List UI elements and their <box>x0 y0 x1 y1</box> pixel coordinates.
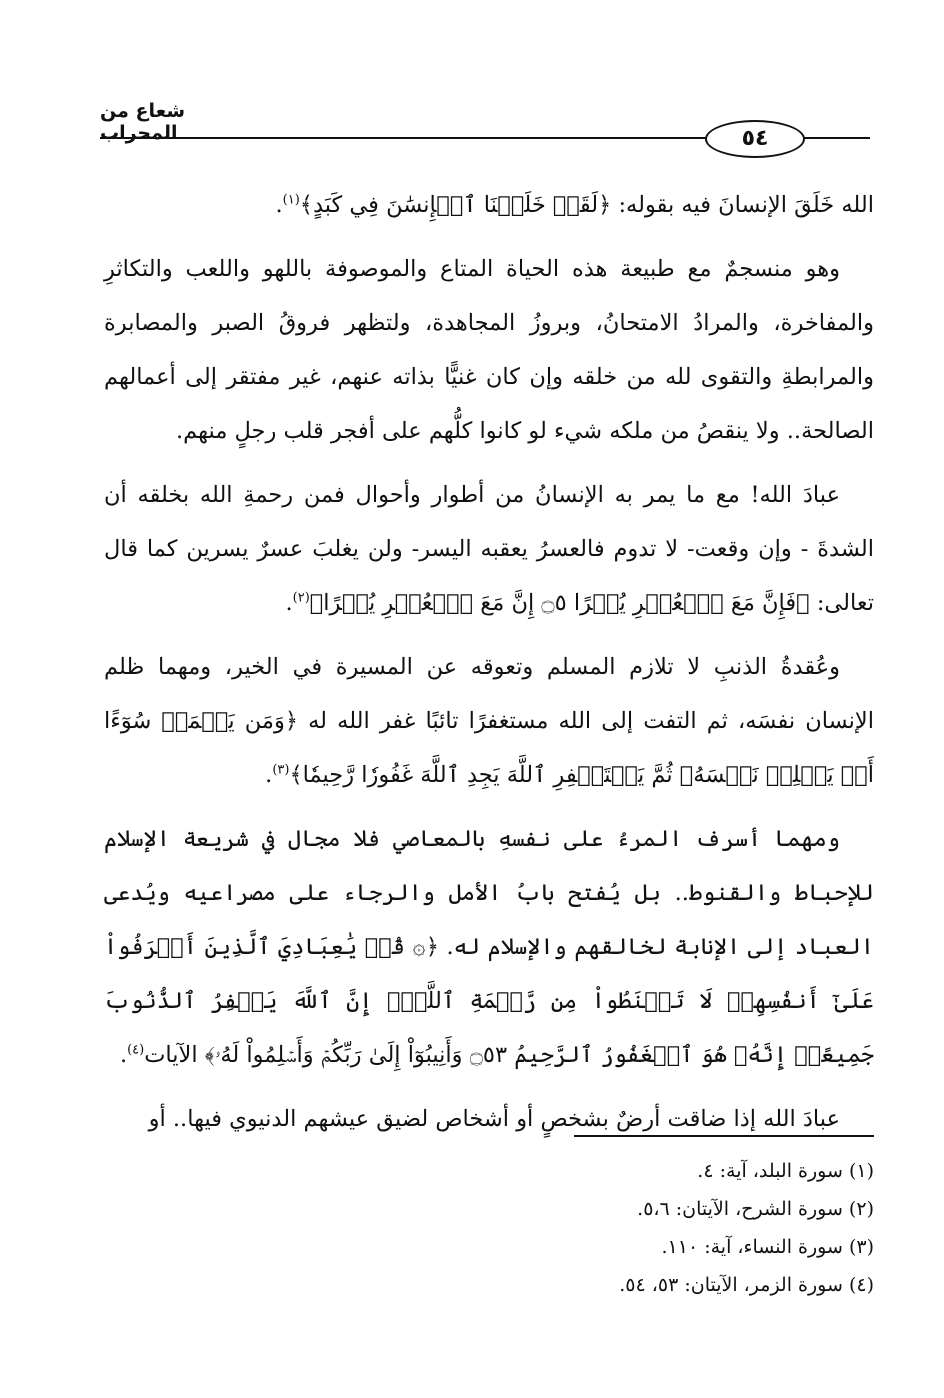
paragraph-end: . <box>285 590 293 616</box>
footnote-ref: (١) <box>282 192 300 208</box>
paragraph-text: وهو منسجمٌ مع طبيعة هذه الحياة المتاع والموصوفة باللهو واللعب والتكاثرِ والمفاخرة، والمرادُ الامتحانُ، وبروزُ المجاهدة، ولتظهر فروقُ الصبر والمصابرة والمرابطةِ والتقوى لله من خلقه وإن كان غنيًّا بذاته عنهم، غير مفتقر إلى أعمالهم الصالحة.. ولا ينقصُ من ملكه شيء لو كانوا كلُّهم على أفجر قلب رجلٍ منهم. <box>104 256 874 444</box>
paragraph-end: . <box>275 192 283 218</box>
footnote: (٤) سورة الزمر، الآيتان: ٥٣، ٥٤. <box>619 1274 874 1296</box>
paragraph-text: الله خَلَقَ الإنسانَ فيه بقوله: ﴿لَقَدۡ خَلَقۡنَا ٱلۡإِنسَٰنَ فِي كَبَدٍ﴾ <box>299 192 874 218</box>
paragraph-text: وعُقدةُ الذنبِ لا تلازم المسلم وتعوقه عن المسيرة في الخير، ومهما ظلم الإنسان نفسَه، ثم التفت إلى الله مستغفرًا تائبًا غفر الله له ﴿وَمَن يَعۡمَلۡ سُوٓءًا أَوۡ يَظۡلِمۡ نَفۡسَهُۥ ثُمَّ يَسۡتَغۡفِرِ ٱللَّهَ يَجِدِ ٱللَّهَ غَفُورٗا رَّحِيمٗا﴾ <box>104 654 874 788</box>
paragraph <box>104 242 874 458</box>
footnotes <box>374 1152 874 1304</box>
footnote-ref: (٤) <box>127 1042 145 1058</box>
footnote-ref: (٢) <box>292 590 310 606</box>
paragraph-text: ومهما أسرف المرءُ على نفسهِ بالمعاصي فلا مجال في شريعة الإسلام للإحباط والقنوط.. بل يُفتح بابُ الأمل والرجاء على مصراعيه ويُدعى العباد إلى الإنابة لخالقهم والإسلام له. ﴿۞ قُلۡ يَٰعِبَادِيَ ٱلَّذِينَ أَسۡرَفُواْ عَلَىٰٓ أَنفُسِهِمۡ لَا تَقۡنَطُواْ مِن رَّحۡمَةِ ٱللَّهِۚ إِنَّ ٱللَّهَ يَغۡفِرُ ٱلذُّنُوبَ جَمِيعًاۚ إِنَّهُۥ هُوَ ٱلۡغَفُورُ ٱلرَّحِيمُ ۝٥٣ وَأَنِيبُوٓاْ إِلَىٰ رَبِّكُمۡ وَأَسۡلِمُواْ لَهُۥ﴾ الآيات <box>104 826 874 1068</box>
footnote-ref: (٣) <box>272 762 290 778</box>
body-text <box>104 178 874 1156</box>
page-number: ٥٤ <box>705 120 805 158</box>
paragraph-text: عبادَ الله إذا ضاقت أرضٌ بشخصٍ أو أشخاص لضيق عيشهم الدنيوي فيها.. أو <box>148 1106 840 1132</box>
paragraph-end: . <box>119 1042 128 1068</box>
running-title: شعاع من المحراب <box>100 100 185 144</box>
footnote: (٢) سورة الشرح، الآيتان: ٥،٦. <box>637 1198 874 1220</box>
paragraph-text: عبادَ الله! مع ما يمر به الإنسانُ من أطوار وأحوال فمن رحمةِ الله بخلقه أن الشدةَ - وإن وقعت- لا تدوم فالعسرُ يعقبه اليسر- ولن يغلبَ عسرٌ يسرين كما قال تعالى: ﴿فَإِنَّ مَعَ ٱلۡعُسۡرِ يُسۡرًا ۝٥ إِنَّ مَعَ ٱلۡعُسۡرِ يُسۡرًا﴾ <box>104 482 874 616</box>
paragraph <box>104 812 874 1082</box>
paragraph-end: . <box>265 762 273 788</box>
paragraph <box>104 178 874 232</box>
footnote: (٣) سورة النساء، آية: ١١٠. <box>661 1236 874 1258</box>
paragraph <box>104 468 874 630</box>
paragraph <box>104 640 874 802</box>
footnote-rule <box>574 1135 874 1137</box>
footnote: (١) سورة البلد، آية: ٤. <box>697 1160 874 1182</box>
paragraph <box>104 1092 874 1146</box>
